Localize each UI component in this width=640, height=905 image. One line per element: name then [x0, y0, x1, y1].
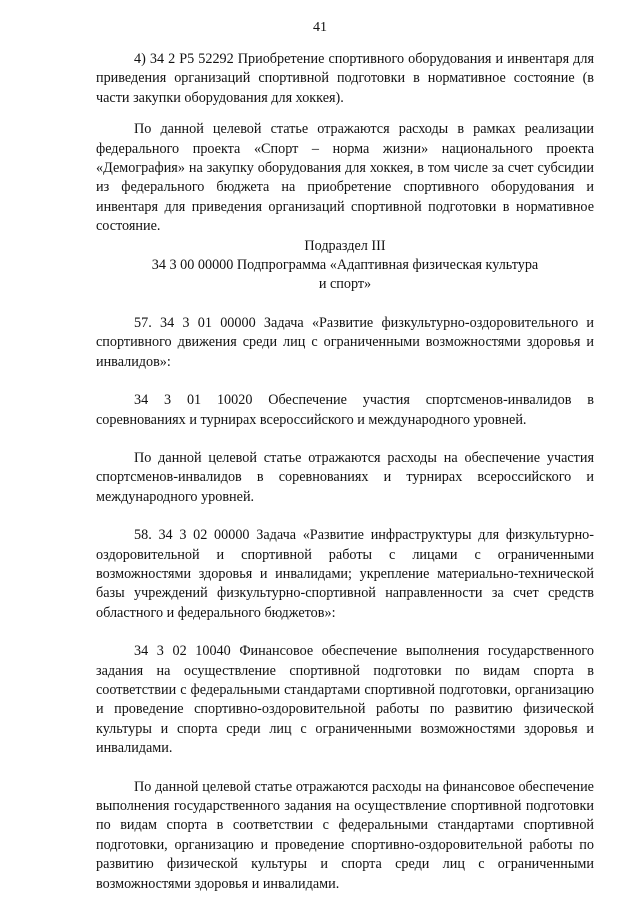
- paragraph-expenses-10020: По данной целевой статье отражаются расходы на обеспечение участия спортсменов-инвалидов в соревнованиях и турнирах всероссийского и международного уровней.: [96, 449, 594, 505]
- page-number: 41: [313, 20, 327, 35]
- subsection-title: Подраздел III: [304, 237, 386, 254]
- paragraph-target-article-hockey: 4) 34 2 Р5 52292 Приобретение спортивного оборудования и инвентаря для приведения организаций спортивной подготовки в нормативное состояние (в части закупки оборудования для хоккея).: [96, 51, 594, 106]
- subprogram-title: 34 3 00 00000 Подпрограмма «Адаптивная физическая культура: [151, 257, 539, 274]
- paragraph-expenses-10040: По данной целевой статье отражаются расходы на финансовое обеспечение выполнения государственного задания на осуществление спортивной подготовки по видам спорта в соответствии с федеральными стандартами спортивной подготовки, организацию и проведение спортивно-оздоровительной работы по развитию физической культуры и спорта среди лиц с ограниченными возможностями здоровья и инвалидами.: [96, 778, 594, 892]
- document-body: [96, 50, 594, 894]
- paragraph-expenses-hockey: По данной целевой статье отражаются расходы в рамках реализации федерального проекта «Спорт – норма жизни» национального проекта «Демография» на закупку оборудования для хоккея, в том числе за счет субсидии из федерального бюджета на приобретение спортивного оборудования и инвентаря для приведения организаций спортивной подготовки в нормативное состояние.: [96, 121, 594, 235]
- paragraph-task-58: 58. 34 3 02 00000 Задача «Развитие инфраструктуры для физкультурно-оздоровительной и спортивной работы с лицами с ограниченными возможностями здоровья и инвалидами; укрепление материально-технической базы учреждений физкультурно-спортивной направленности за счет средств областного и федерального бюджетов»:: [96, 527, 594, 621]
- subprogram-title-continued: и спорт»: [318, 276, 372, 293]
- paragraph-task-57: 57. 34 3 01 00000 Задача «Развитие физкультурно-оздоровительного и спортивного движения среди лиц с ограниченными возможностями здоровья и инвалидов»:: [96, 314, 594, 370]
- paragraph-target-article-10020: 34 3 01 10020 Обеспечение участия спортсменов-инвалидов в соревнованиях и турнирах всероссийского и международного уровней.: [96, 392, 594, 428]
- paragraph-target-article-10040: 34 3 02 10040 Финансовое обеспечение выполнения государственного задания на осуществление спортивной подготовки по видам спорта в соответствии с федеральными стандартами спортивной подготовки, организацию и проведение спортивно-оздоровительной работы по развитию физической культуры и спорта среди лиц с ограниченными возможностями здоровья и инвалидами.: [96, 643, 594, 757]
